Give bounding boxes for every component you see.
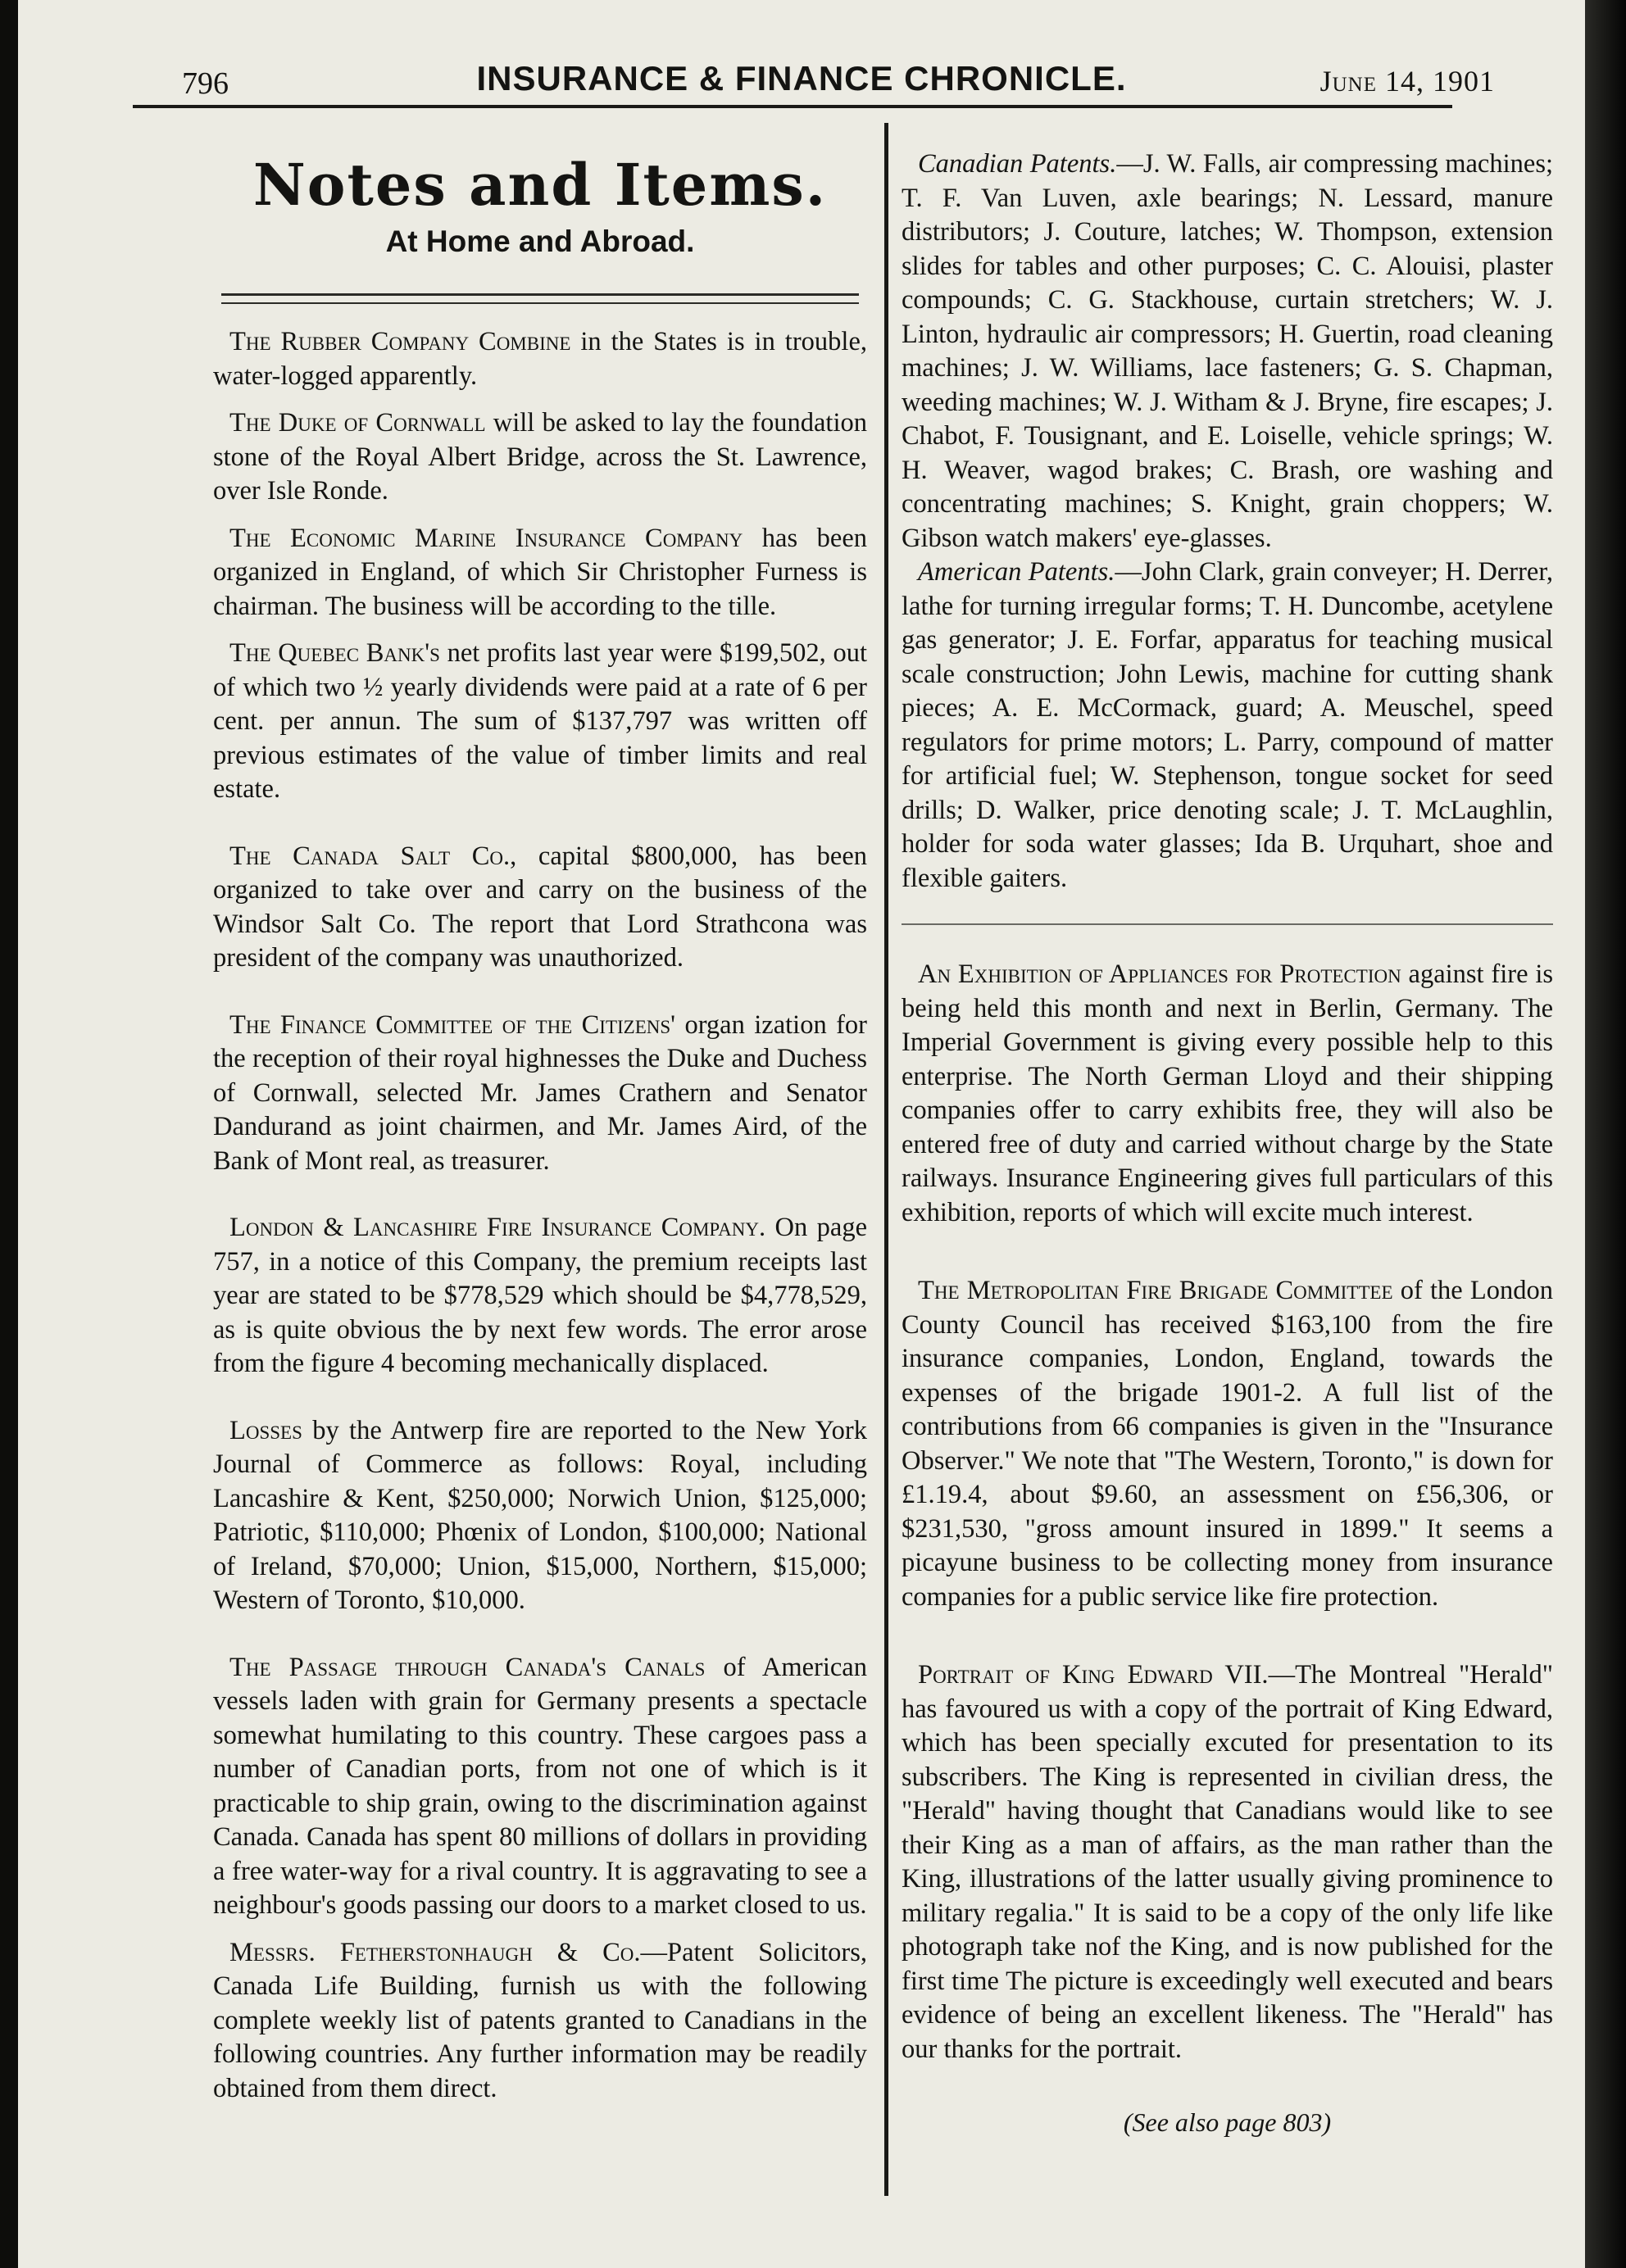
item-lead: American Patents. [918,557,1115,587]
news-item-economic-marine [213,522,867,624]
item-text: by the Antwerp fire are reported to the New York Journal of Commerce as follows: Royal, including Lancashire & Kent, $250,000; Norwich Union, $125,000; Patriotic, $110,000; Phœnix of London, $100,000; National of Ireland, $70,000; Union, $15,000, Northern, $15,000; Western of Toronto, $10,000. [213,1415,867,1615]
item-lead: The Duke of Cornwall [229,408,486,438]
item-lead: The Economic Marine Insurance Company [229,523,743,553]
item-lead: The Passage through Canada's Canals [229,1652,706,1682]
journal-title: INSURANCE & FINANCE CHRONICLE. [476,59,1127,98]
news-item-quebec-bank [213,637,867,807]
item-lead: The Quebec Bank's [229,638,440,668]
item-text: —John Clark, grain conveyer; H. Derrer, lathe for turning irregular forms; T. H. Duncombe, acetylene gas generator; J. E. Forfar, apparatus for teaching musical scale construction; John Lewis, machine for cutting shank pieces; A. E. McCormack, guard; A. Meuschel, speed regulators for prime motors; L. Parry, compound of matter for artificial fuel; W. Stephenson, tongue socket for seed drills; D. Walker, price denoting scale; J. T. McLaughlin, holder for soda water glasses; Ida B. Urquhart, shoe and flexible gaiters. [902,557,1554,893]
news-item-berlin-exhibition [902,958,1553,1230]
news-item-london-lancashire [213,1211,867,1381]
item-text: net profits last year were $199,502, out of which two ½ yearly dividends were paid at a rate of 6 per cent. per annun. The sum of $137,797 was written off previous estimates of the value of timber limits and real estate. [213,638,867,804]
newspaper-page [18,0,1585,2268]
header-rule [133,105,1452,108]
section-subtitle: At Home and Abroad. [385,225,695,258]
item-text: has been organized in England, of which Sir Christopher Furness is chairman. The business will be according to the tille. [213,523,867,621]
section-divider [902,923,1553,925]
news-item-canada-salt [213,840,867,976]
news-item-fetherstonhaugh [213,1936,867,2107]
item-lead: The Rubber Company Combine [229,327,571,356]
column-divider [884,123,888,2196]
right-column [902,123,1553,2140]
news-item-metropolitan-fire-brigade [902,1274,1553,1614]
item-lead: London & Lancashire Fire Insurance Company. [229,1213,766,1242]
page-number: 796 [182,66,229,101]
news-item-canada-canals [213,1651,867,1923]
news-item-duke-cornwall [213,406,867,509]
news-item-antwerp-losses [213,1414,867,1618]
news-item-king-edward-portrait [902,1658,1553,2066]
section-title: Notes and Items. [252,151,828,219]
item-lead: The Finance Committee of the Citizens' [229,1009,676,1040]
item-lead: An Exhibition of Appliances for Protection [918,959,1401,989]
item-lead: Messrs. Fetherstonhaugh & Co. [229,1937,641,1967]
see-also-note: (See also page 803) [1123,2107,1332,2137]
news-item-canadian-patents [902,147,1553,556]
item-text: organ ization for the reception of their royal highnesses the Duke and Duchess of Cornwall, selected Mr. James Crathern and Senator Dandurand as joint chairmen, and Mr. James Aird, of the Bank of Mont real, as treasurer. [213,1009,867,1176]
item-text: —J. W. Falls, air compressing machines; T. F. Van Luven, axle bearings; N. Lessard, manure distributors; J. Couture, latches; W. Thompson, extension slides for tables and other purposes; C. C. Alouisi, plaster compounds; C. G. Stackhouse, curtain stretchers; W. J. Linton, hydraulic air compressors; H. Guertin, road cleaning machines; J. W. Williams, lace fasteners; G. S. Chapman, weeding machines; W. J. Witham & J. Bryne, fire escapes; J. Chabot, F. Tousignant, and E. Loiselle, vehicle springs; W. H. Weaver, wagod brakes; C. Brash, ore washing and concentrating machines; S. Knight, grain choppers; W. Gibson watch makers' eye-glasses. [902,149,1553,553]
news-item-rubber-combine [213,325,867,393]
item-lead: Losses [229,1415,302,1445]
item-text: of American vessels laden with grain for Germany presents a spectacle somewhat humilating to this country. These cargoes pass a number of Canadian ports, from not one of which is it practicable to ship grain, owing to the discrimination against Canada. Canada has spent 80 millions of dollars in providing a free water-way for a rival country. It is aggravating to see a neighbour's goods passing our doors to a market closed to us. [213,1652,867,1920]
item-text: —The Montreal "Herald" has favoured us with a copy of the portrait of King Edward, which has been specially excuted for presentation to its subscribers. The King is represented in civilian dress, the "Herald" having thought that Canadians would like to see their King as a man of affairs, as the man rather than the King, illustrations of the latter usually giving prominence to military regalia." It is said to be a copy of the only life like photograph take nof the King, and is now published for the first time The picture is exceedingly well executed and bears evidence of being an excellent likeness. The "Herald" has our thanks for the portrait. [902,1660,1553,2064]
news-item-finance-committee [213,1009,867,1179]
section-rule [221,293,859,304]
item-lead: Portrait of King Edward VII. [918,1660,1269,1690]
news-item-american-patents [902,556,1553,896]
item-text: —Patent Solicitors, Canada Life Building, furnish us with the following complete weekly list of patents granted to Canadians in the following countries. Any further information may be readily obtained from them direct. [213,1937,867,2103]
item-lead: The Canada Salt Co., [229,841,517,871]
page-edge-shadow [1585,0,1626,2268]
item-text: of the London County Council has received $163,100 from the fire insurance companies, London, England, towards the expenses of the brigade 1901-2. A full list of the contributions from 66 companies is given in the "Insurance Observer." We note that "The Western, Toronto," is down for £1.19.4, about $9.60, an assessment on £56,306, or $231,530, "gross amount insured in 1899." It seems a picayune business to be collecting money from insurance companies for a public service like fire protection. [902,1276,1553,1612]
left-column [213,123,867,2106]
item-lead: The Metropolitan Fire Brigade Committee [918,1276,1393,1305]
item-lead: Canadian Patents. [918,149,1117,179]
item-text: against fire is being held this month and next in Berlin, Germany. The Imperial Government is giving every possible help to this enterprise. The North German Lloyd and their shipping companies offer to carry exhibits free, they will also be entered free of duty and carried without charge by the State railways. Insurance Engineering gives full particulars of this exhibition, reports of which will excite much interest. [902,959,1553,1227]
item-text: will be asked to lay the foundation stone of the Royal Albert Bridge, across the St. Lawrence, over Isle Ronde. [213,408,867,506]
item-text: capital $800,000, has been organized to take over and carry on the business of the Windsor Salt Co. The report that Lord Strathcona was president of the company was unauthorized. [213,841,867,973]
issue-date: June 14, 1901 [1319,65,1495,98]
page-header [18,59,1585,108]
item-text: in the States is in trouble, water-logged apparently. [213,327,867,391]
item-text: On page 757, in a notice of this Company, the premium receipts last year are stated to be $778,529 which should be $4,778,529, as is quite obvious the by next few words. The error arose from the figure 4 becoming mechanically displaced. [213,1213,868,1378]
